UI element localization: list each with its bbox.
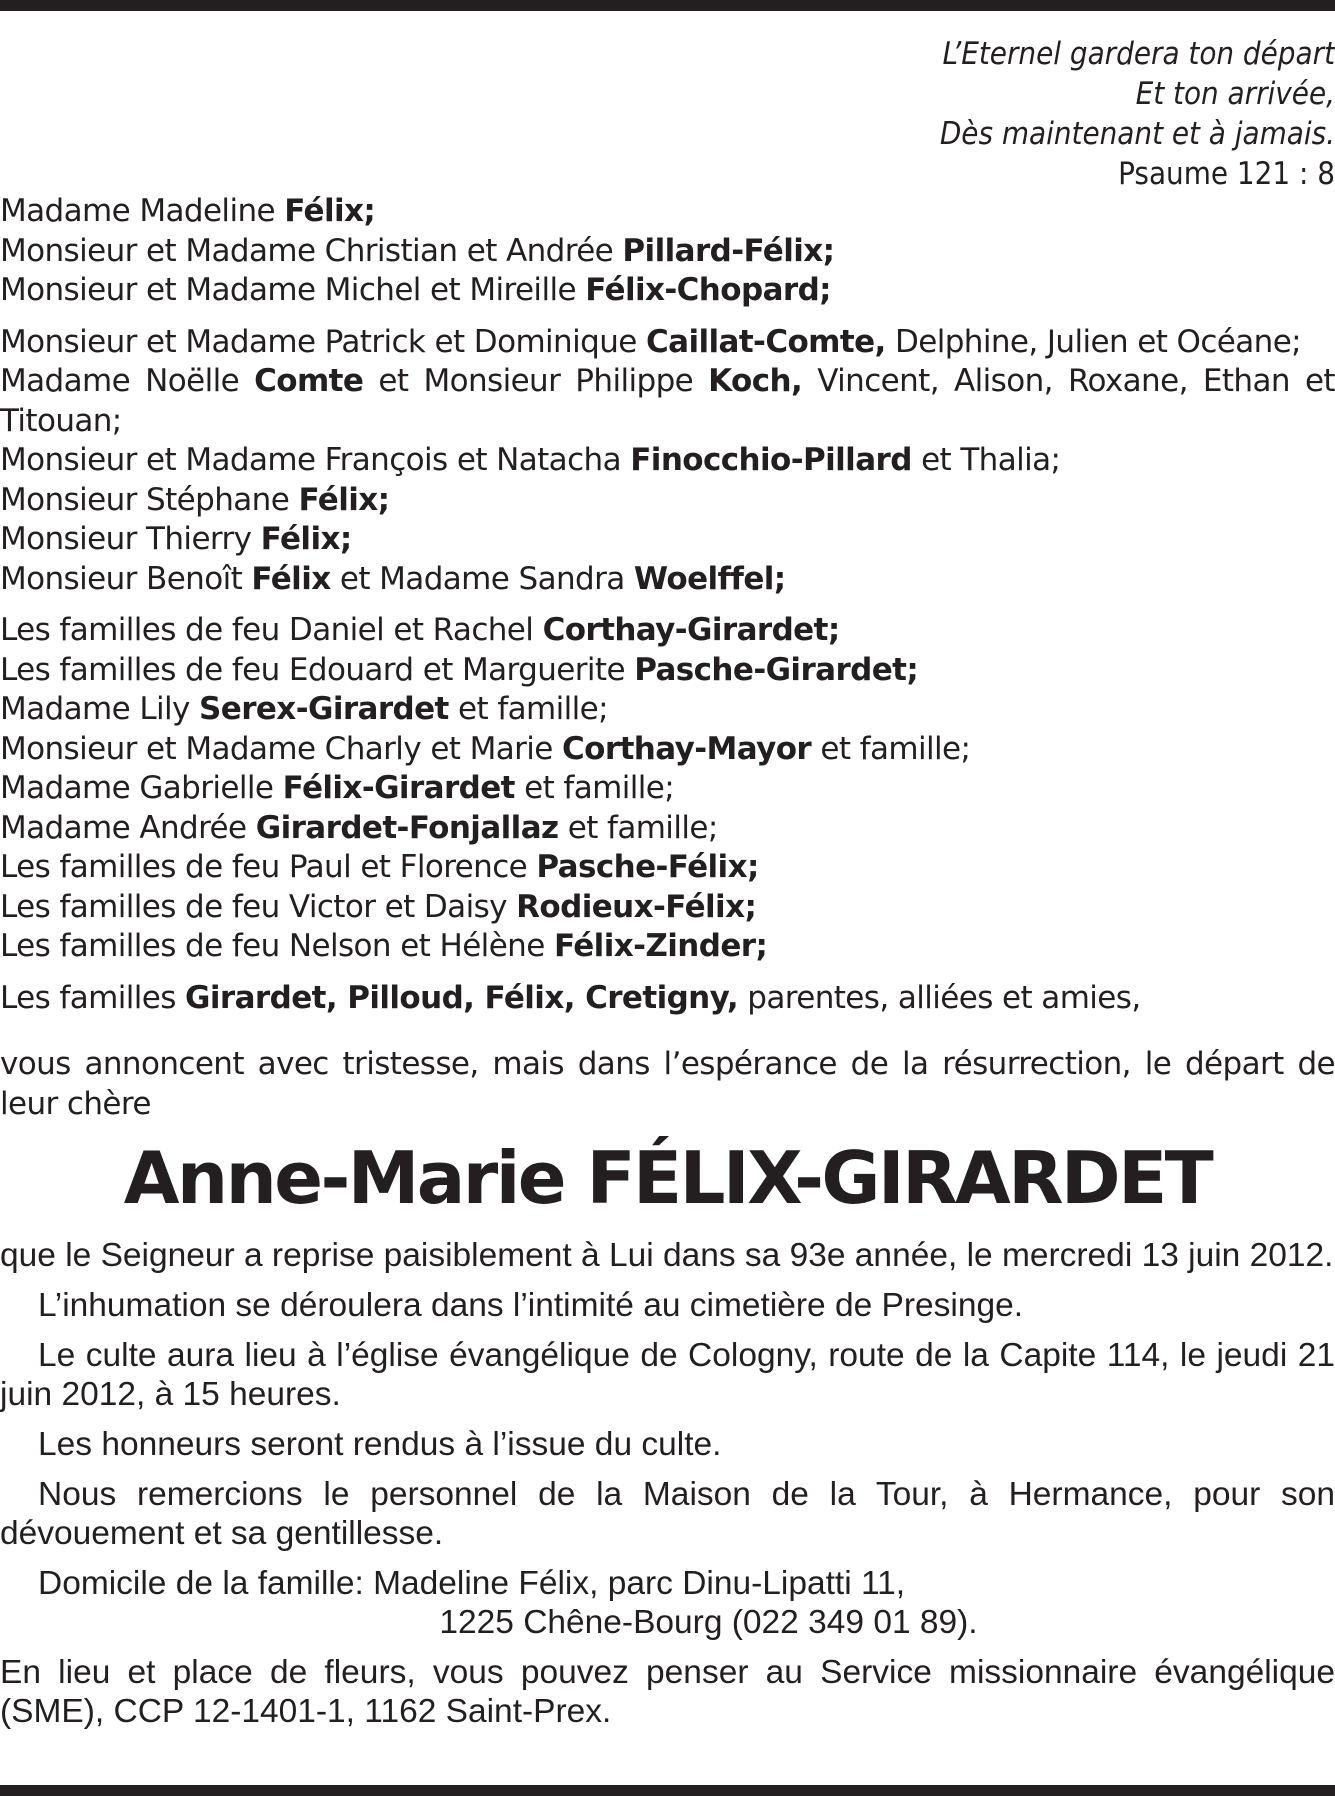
family-line: Monsieur et Madame François et Natacha Finocchio-Pillard et Thalia; — [0, 442, 1061, 478]
verse-line: Dès maintenant et à jamais. — [939, 116, 1335, 152]
announcement-text: vous annoncent avec tristesse, mais dans l’espérance de la résurrection, le départ de leur chère — [0, 1046, 1335, 1122]
family-domicile: Domicile de la famille: Madeline Félix, parc Dinu-Lipatti 11, — [38, 1565, 906, 1602]
death-statement: que le Seigneur a reprise paisiblement à Lui dans sa 93e année, le mercredi 13 juin 2012. — [0, 1237, 1334, 1274]
family-line: Les familles de feu Paul et Florence Pasche-Félix; — [0, 849, 759, 885]
family-line: Madame Madeline Félix; — [0, 193, 376, 229]
family-line: Monsieur et Madame Charly et Marie Corthay-Mayor et famille; — [0, 730, 971, 767]
verse-line: Et ton arrivée, — [1135, 76, 1335, 112]
verse-line: L’Eternel gardera ton départ — [942, 36, 1335, 72]
ceremony-details — [0, 1236, 1335, 1742]
bottom-rule — [0, 1785, 1335, 1796]
family-group-3 — [0, 611, 1335, 967]
honors-info: Les honneurs seront rendus à l’issue du culte. — [38, 1426, 722, 1463]
thanks-note: Nous remercions le personnel de la Maison de la Tour, à Hermance, pour son dévouement et sa gentillesse. — [0, 1476, 1335, 1552]
family-line: Madame Noëlle Comte et Monsieur Philippe Koch, Vincent, Alison, Roxane, Ethan et Titouan; — [0, 363, 1335, 439]
family-line: Monsieur et Madame Michel et Mireille Félix-Chopard; — [0, 272, 831, 308]
family-line: Les familles de feu Edouard et Marguerite Pasche-Girardet; — [0, 651, 919, 688]
family-line: Monsieur Benoît Félix et Madame Sandra Woelffel; — [0, 560, 786, 597]
family-line: Les familles de feu Daniel et Rachel Corthay-Girardet; — [0, 612, 840, 648]
family-line: Monsieur Thierry Félix; — [0, 521, 352, 557]
service-info: Le culte aura lieu à l’église évangélique de Cologny, route de la Capite 114, le jeudi 21 juin 2012, à 15 heures. — [0, 1337, 1335, 1413]
family-line: Les familles Girardet, Pilloud, Félix, Cretigny, parentes, alliées et amies, — [0, 979, 1141, 1016]
family-line: Madame Andrée Girardet-Fonjallaz et famille; — [0, 809, 718, 846]
family-list — [0, 192, 1335, 1018]
deceased-name: Anne-Marie FÉLIX-GIRARDET — [123, 1136, 1212, 1220]
family-line: Madame Gabrielle Félix-Girardet et famille; — [0, 770, 675, 806]
flowers-note: En lieu et place de fleurs, vous pouvez penser au Service missionnaire évangélique (SME), CCP 12-1401-1, 1162 Saint-Prex. — [0, 1654, 1335, 1730]
family-domicile-address: 1225 Chêne-Bourg (022 349 01 89). — [439, 1604, 978, 1641]
family-group-1 — [0, 192, 1335, 311]
family-line: Monsieur Stéphane Félix; — [0, 481, 390, 518]
family-line: Les familles de feu Victor et Daisy Rodieux-Félix; — [0, 888, 757, 925]
family-line: Monsieur et Madame Patrick et Dominique Caillat-Comte, Delphine, Julien et Océane; — [0, 323, 1302, 360]
bible-verse — [735, 34, 1335, 194]
family-group-2 — [0, 323, 1335, 600]
family-line: Les familles de feu Nelson et Hélène Félix-Zinder; — [0, 928, 768, 964]
verse-reference: Psaume 121 : 8 — [1118, 156, 1335, 192]
family-line: Madame Lily Serex-Girardet et famille; — [0, 691, 608, 727]
top-rule — [0, 0, 1335, 11]
burial-info: L’inhumation se déroulera dans l’intimité au cimetière de Presinge. — [38, 1287, 1024, 1324]
family-line: Monsieur et Madame Christian et Andrée Pillard-Félix; — [0, 232, 835, 269]
